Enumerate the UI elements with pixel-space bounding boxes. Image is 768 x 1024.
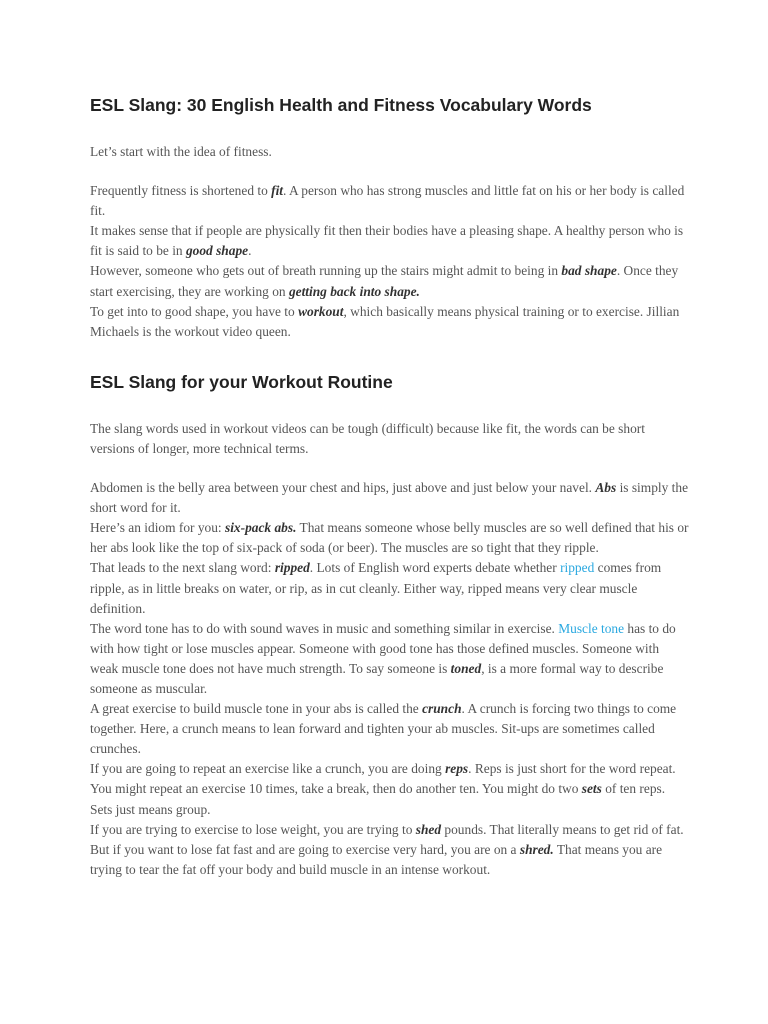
keyword-workout: workout [298,303,344,319]
intro-paragraph: Let’s start with the idea of fitness. [90,144,272,159]
fitness-paragraph: Frequently fitness is shortened to fit. A person who has strong muscles and little fat on his or her body is called fit. It makes sense that if people are physically fit then their bodies have a pleasing shape. A healthy person who is fit is said to be in good shape. However, someone who gets out of breath running up the stairs might admit to being in bad shape. Once they start exercising, they are working on getting back into shape. To get into to good shape, you have to workout, which basically means physical training or to exercise. Jillian Michaels is the workout video queen. [90,183,685,339]
keyword-reps: reps [445,761,469,777]
slang-intro-paragraph: The slang words used in workout videos can be tough (difficult) because like fit, the words can be short versions of longer, more technical terms. [90,420,645,456]
keyword-bad-shape: bad shape [561,263,617,279]
page-title: ESL Slang: 30 English Health and Fitness Vocabulary Words [90,95,592,115]
keyword-abs: Abs [595,480,617,496]
ripped-link[interactable]: ripped [560,560,595,576]
keyword-good-shape: good shape [185,243,249,259]
vocabulary-paragraph: Abdomen is the belly area between your chest and hips, just above and just below your navel. Abs is simply the short word for it. Here’s an idiom for you: six-pack abs. That means someone whose belly muscles are so well defined that his or her abs look like the top of six-pack of soda (or beer). The muscles are so tight that they ripple. That leads to the next slang word: ripped. Lots of English word experts debate whether ripped comes from ripple, as in little breaks on water, or rip, as in cut cleanly. Either way, ripped means very clear muscle definition. The word tone has to do with sound waves in music and something similar in exercise. Muscle tone has to do with how tight or lose muscles appear. Someone with good tone has those defined muscles. Someone with weak muscle tone does not have much strength. To say someone is toned, is a more formal way to describe someone as muscular. A great exercise to build muscle tone in your abs is called the crunch. A crunch is forcing two things to come together. Here, a crunch means to lean forward and tighten your ab muscles. Sit-ups are sometimes called crunches. If you are going to repeat an exercise like a crunch, you are doing reps. Reps is just short for the word repeat. You might repeat an exercise 10 times, take a break, then do another ten. You might do two sets of ten reps. Sets just means group. If you are trying to exercise to lose weight, you are trying to shed pounds. That literally means to get rid of fat. But if you want to lose fat fast and are going to exercise very hard, you are on a shred. That means you are trying to tear the fat off your body and build muscle in an intense workout. [90,480,689,877]
keyword-fit: fit [271,183,284,199]
keyword-toned: toned [450,660,482,676]
article [90,0,690,880]
keyword-crunch: crunch [422,701,462,717]
section-heading: ESL Slang for your Workout Routine [90,371,393,392]
keyword-ripped: ripped [274,560,310,576]
keyword-shred: shred. [519,841,554,857]
keyword-getting-back-into-shape: getting back into shape. [288,283,420,299]
keyword-shed: shed [415,821,442,837]
keyword-six-pack-abs: six-pack abs. [225,520,297,536]
keyword-sets: sets [581,781,602,797]
muscle-tone-link[interactable]: Muscle tone [558,620,625,636]
